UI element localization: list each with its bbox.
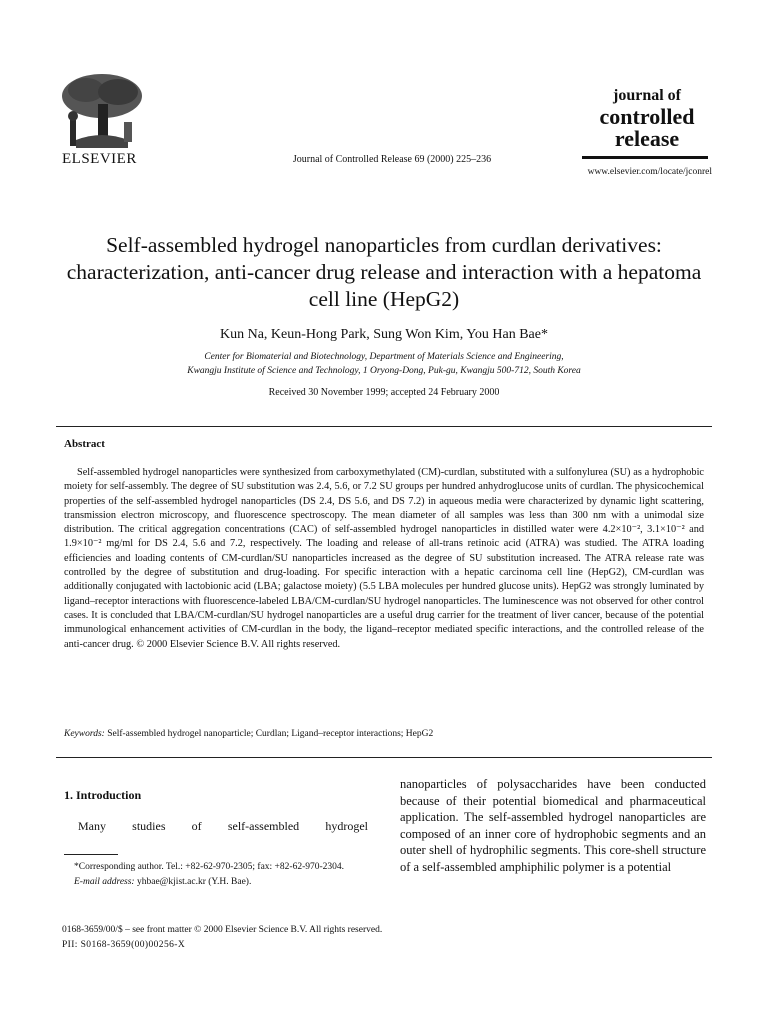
- journal-reference: Journal of Controlled Release 69 (2000) 225–236: [292, 154, 492, 165]
- affiliation: [56, 350, 712, 378]
- affiliation-line-1: Center for Biomaterial and Biotechnology, Department of Materials Science and Engineering,: [204, 352, 564, 362]
- introduction-left-text: Many studies of self-assembled hydrogel: [78, 819, 368, 833]
- journal-logo: [582, 88, 712, 150]
- journal-logo-line1: journal of: [613, 87, 681, 104]
- affiliation-line-2: Kwangju Institute of Science and Technology, 1 Oryong-Dong, Puk-gu, Kwangju 500-712, South Korea: [187, 366, 581, 376]
- front-matter: 0168-3659/00/$ – see front matter © 2000 Elsevier Science B.V. All rights reserved.: [62, 925, 383, 935]
- footnote-corresponding: *Corresponding author. Tel.: +82-62-970-2305; fax: +82-62-970-2304.: [74, 862, 345, 872]
- paper-title: Self-assembled hydrogel nanoparticles from curdlan derivatives: characterization, anti-cancer drug release and interaction with a hepatoma cell line (HepG2): [66, 233, 702, 311]
- rule-bottom: [56, 757, 712, 758]
- journal-logo-line3: release: [614, 126, 680, 151]
- pii: PII: S0168-3659(00)00256-X: [62, 940, 186, 950]
- publisher-name: ELSEVIER: [62, 151, 137, 167]
- footnote-email-address[interactable]: yhbae@kjist.ac.kr (Y.H. Bae).: [136, 877, 252, 887]
- journal-url[interactable]: www.elsevier.com/locate/jconrel: [587, 167, 712, 177]
- footnote-email-label: E-mail address:: [74, 877, 135, 887]
- section-heading-introduction: 1. Introduction: [64, 788, 142, 802]
- received-dates: Received 30 November 1999; accepted 24 February 2000: [268, 387, 500, 398]
- keywords-text: Self-assembled hydrogel nanoparticle; Curdlan; Ligand–receptor interactions; HepG2: [107, 729, 434, 739]
- journal-logo-rule: [582, 156, 708, 159]
- journal-logo-line2: controlled: [599, 104, 695, 129]
- keywords: [64, 729, 704, 739]
- abstract-body: Self-assembled hydrogel nanoparticles were synthesized from carboxymethylated (CM)-curdlan, substituted with a sulfonylurea (SU) as a hydrophobic moiety for self-assembly. The degree of SU substitution was 2.4, 5.6, or 7.2 SU groups per hundred anhydroglucose units of curdlan. The physicochemical properties of the self-assembled hydrogel nanoparticles (DS 2.4, DS 5.6, and DS 7.2) in aqueous media were characterized by dynamic light scattering, transmission electron microscopy, and fluorescence spectroscopy. The mean diameter of all samples was less than 300 nm with a unimodal size distribution. The critical aggregation concentrations (CAC) of self-assembled hydrogel nanoparticles in distilled water were 4.2×10⁻², 3.1×10⁻² and 1.9×10⁻² mg/ml for DS 2.4, 5.6 and 7.2, respectively. The loading and release of all-trans retinoic acid (ATRA) was studied. The ATRA loading efficiencies and loading contents of CM-curdlan/SU nanoparticles increased as the degree of SU substitution increased. The ATRA release rate was controlled by the degree of substitution and drug-loading. For specific interaction with a hepatic carcinoma cell line (HepG2), CM-curdlan was additionally conjugated with lactobionic acid (LBA; galactose moiety) (5.5 LBA molecules per hundred glucose units). HepG2 was strongly luminated by ligand–receptor interactions with fluorescence-labeled LBA/CM-curdlan/SU hydrogel nanoparticles. The luminescence was not observed for other control cases. It is concluded that LBA/CM-curdlan/SU hydrogel nanoparticles are a useful drug carrier for the treatment of liver cancer, because of the potential immunological enhancement activities of CM-curdlan in the body, the ligand–receptor mediated specific interactions, and the controlled release of the anti-cancer drug. © 2000 Elsevier Science B.V. All rights reserved.: [64, 467, 704, 650]
- footnote-rule: [64, 854, 118, 855]
- footnote: [64, 860, 366, 890]
- authors: Kun Na, Keun-Hong Park, Sung Won Kim, You Han Bae*: [220, 327, 548, 342]
- abstract-heading: Abstract: [64, 438, 105, 450]
- keywords-label: Keywords:: [64, 729, 105, 739]
- front-matter-info: [62, 923, 382, 953]
- elsevier-tree-logo: [56, 70, 148, 152]
- introduction-right-column: nanoparticles of polysaccharides have been conducted because of their potential biomedical and pharmaceutical application. The self-assembled hydrogel nanoparticles are composed of an inner core of hydrophobic segments and an outer shell of hydrophilic segments. This core-shell structure of a self-assembled amphiphilic polymer is a potential: [400, 777, 706, 874]
- footnote-email: [64, 875, 366, 890]
- rule-top: [56, 426, 712, 427]
